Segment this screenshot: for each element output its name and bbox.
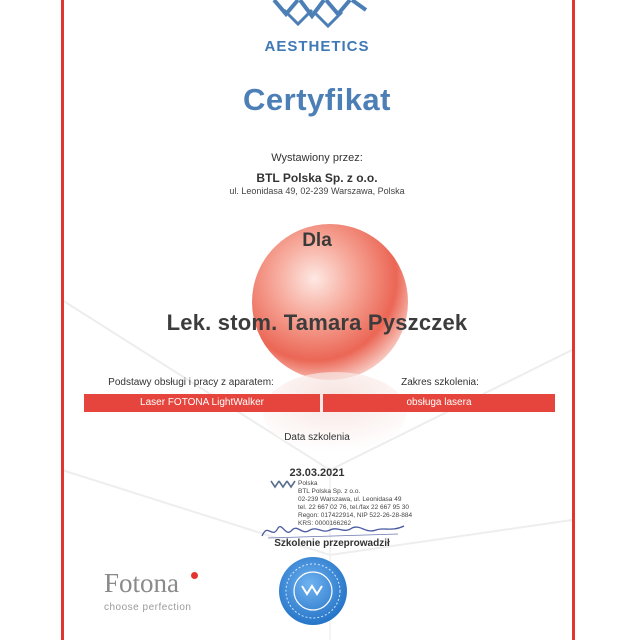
training-scope-label: Zakres szkolenia: [401, 377, 479, 388]
brand-name: AESTHETICS [264, 38, 370, 55]
recipient-name: Lek. stom. Tamara Pyszczek [166, 310, 468, 335]
for-label: Dla [302, 230, 332, 251]
stamp-line: BTL Polska Sp. z o.o. [298, 488, 361, 495]
scope-bar: obsługa lasera [323, 394, 555, 412]
device-bar: Laser FOTONA LightWalker [84, 394, 320, 412]
training-date-label: Data szkolenia [284, 432, 350, 443]
fotona-logo-dot [191, 572, 198, 579]
stamp-line: tel. 22 667 02 76, tel./fax 22 667 95 30 [298, 504, 409, 511]
stamp-btl-logo-icon [270, 480, 296, 490]
conducted-by-label: Szkolenie przeprowadził [274, 538, 390, 549]
stamp-line: KRS: 0000166262 [298, 520, 352, 527]
training-date-value: 23.03.2021 [289, 467, 345, 479]
stamp-line: 02-239 Warszawa, ul. Leonidasa 49 [298, 496, 402, 503]
stamp-line: Polska [298, 480, 318, 487]
issued-by-label: Wystawiony przez: [271, 152, 363, 164]
fotona-tagline: choose perfection [104, 602, 192, 613]
issuer-address: ul. Leonidasa 49, 02-239 Warszawa, Polska [229, 186, 405, 196]
certificate-title: Certyfikat [243, 82, 391, 117]
issuer-name: BTL Polska Sp. z o.o. [256, 171, 378, 185]
btl-logo-icon [270, 0, 370, 30]
frame-right-border [572, 0, 575, 640]
btl-seal-icon [278, 556, 348, 626]
fotona-logo: Fotona [104, 568, 180, 598]
stamp-line: Regon: 017422914, NIP 522-26-28-884 [298, 512, 413, 519]
training-basis-label: Podstawy obsługi i pracy z aparatem: [108, 377, 274, 388]
